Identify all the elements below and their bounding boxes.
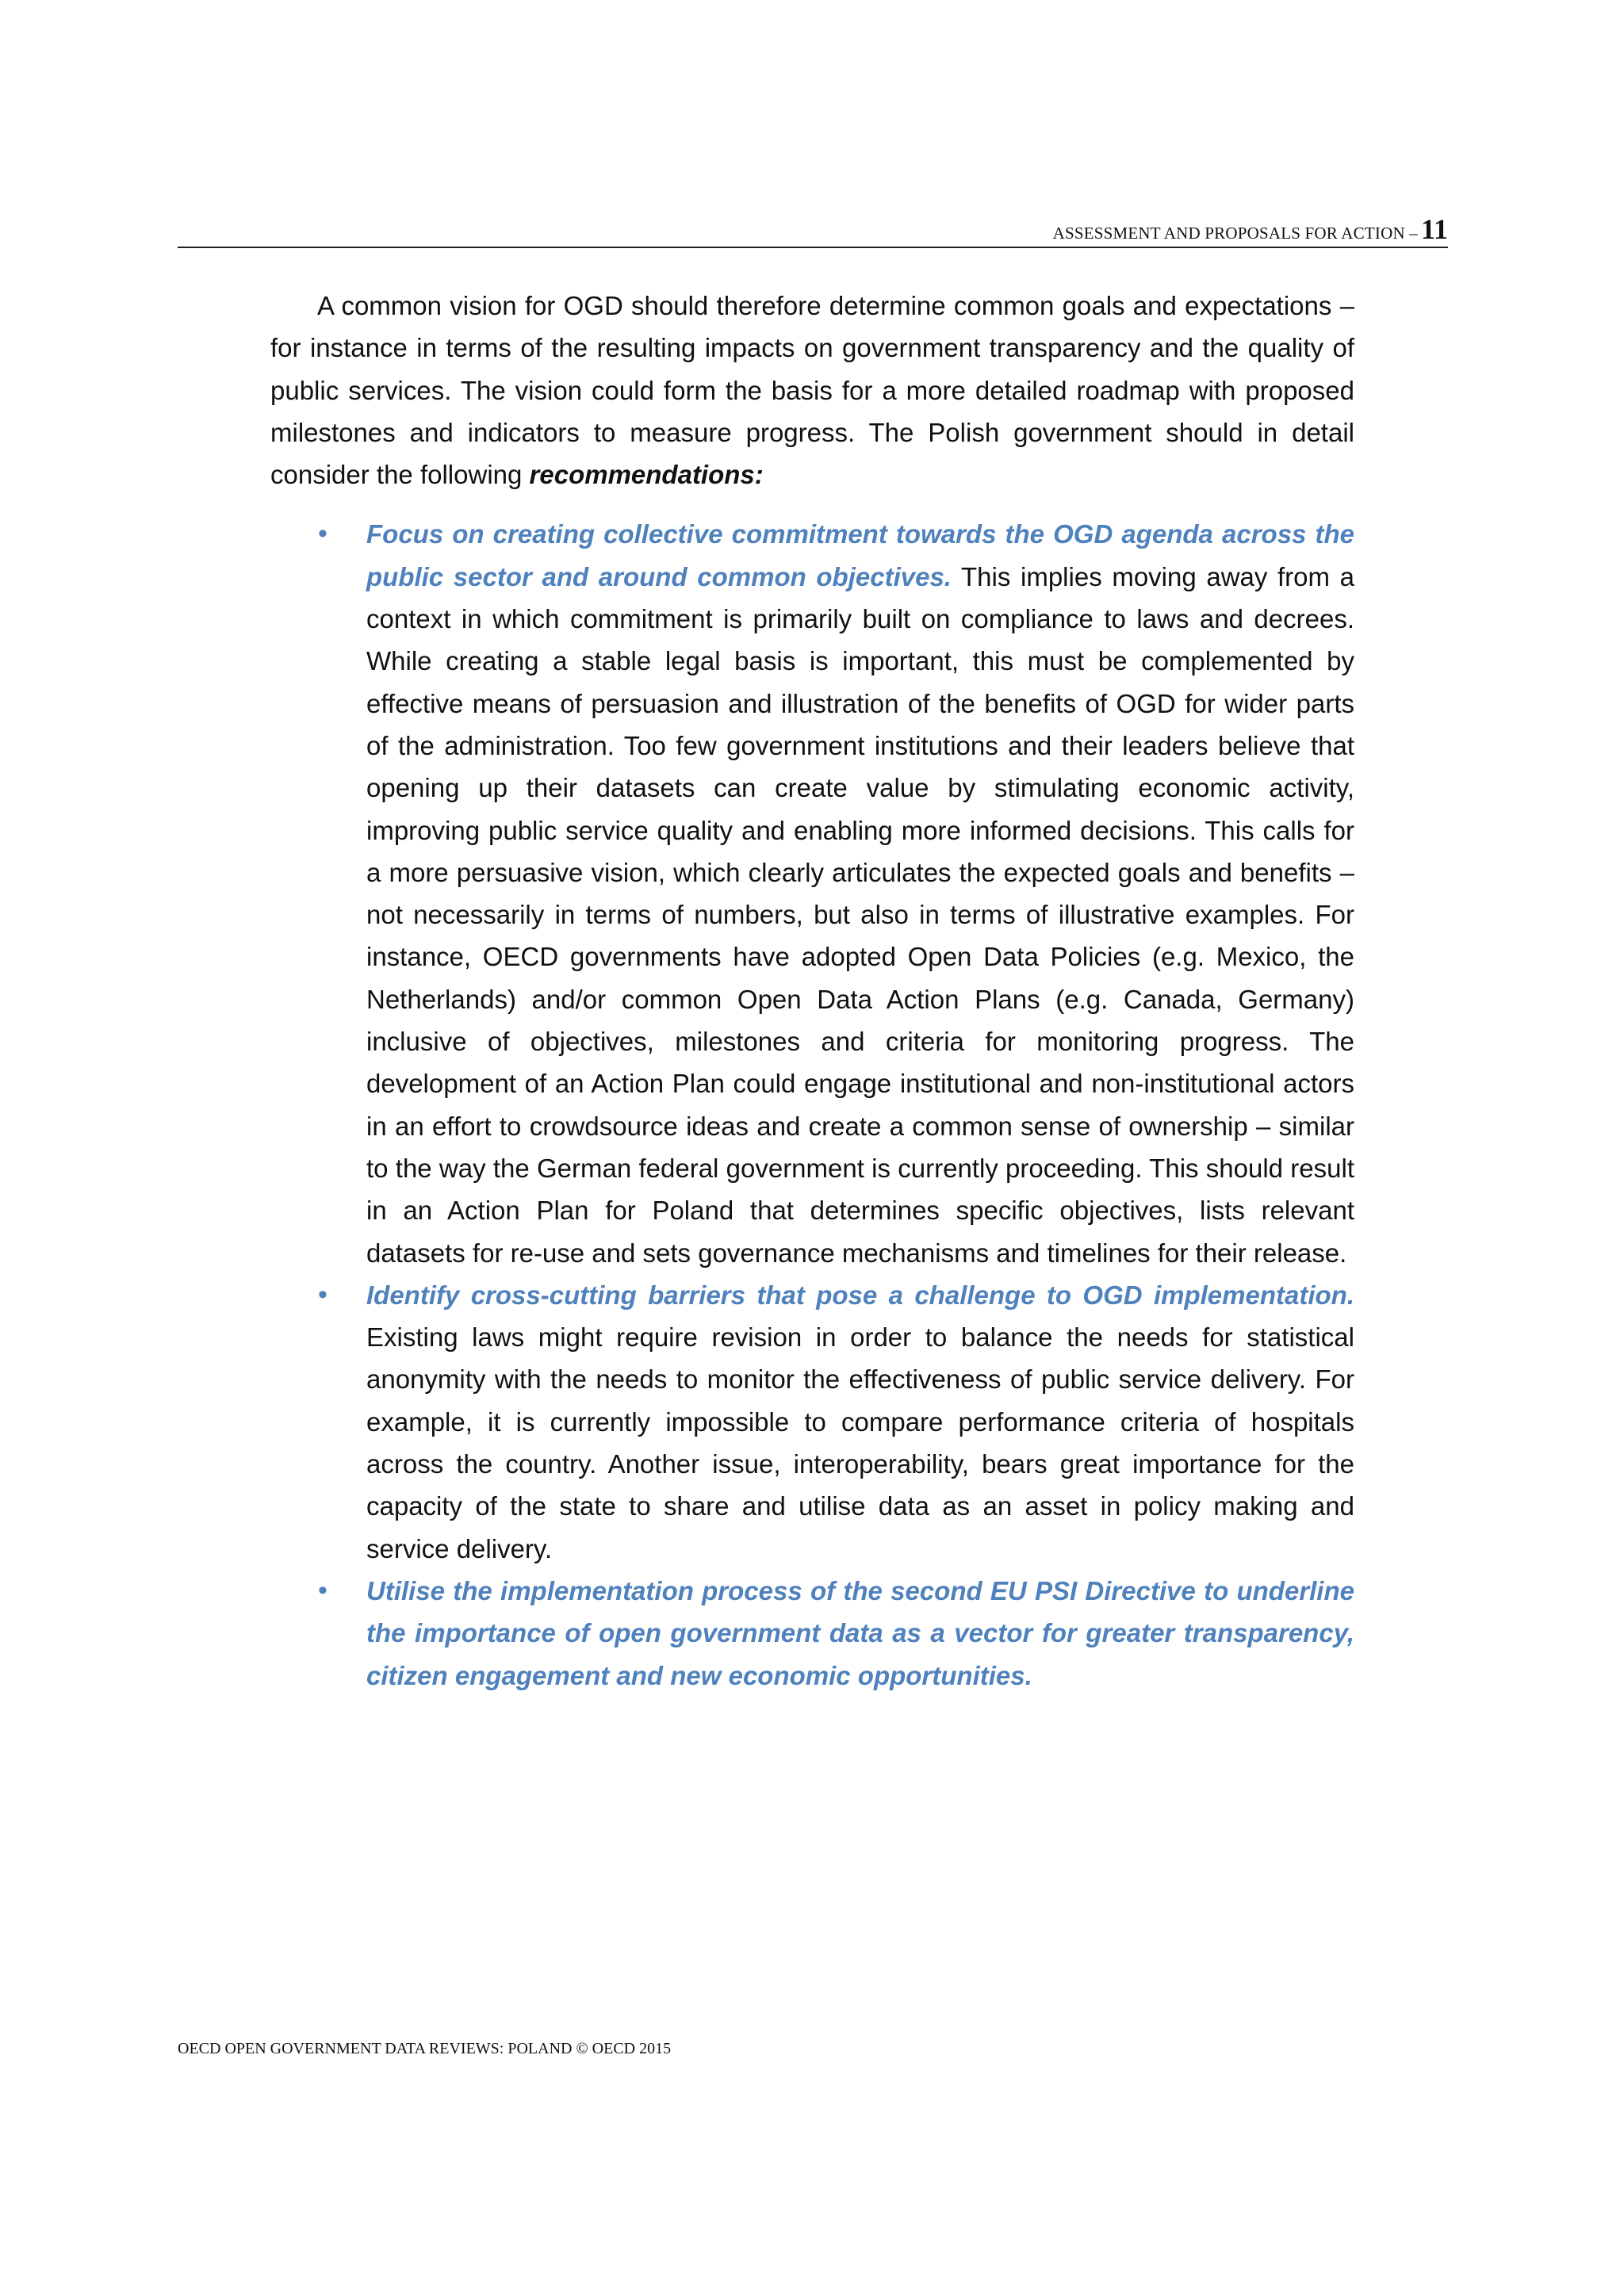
- recommendation-list: [270, 513, 1354, 1696]
- bullet-icon: •: [318, 519, 327, 549]
- recommendation-item: [270, 1274, 1354, 1570]
- intro-emphasis: recommendations:: [529, 460, 764, 490]
- intro-paragraph: [270, 285, 1354, 496]
- header-rule: [178, 247, 1448, 248]
- page-footer: OECD OPEN GOVERNMENT DATA REVIEWS: POLAND © OECD 2015: [178, 2040, 672, 2057]
- recommendation-item: [270, 1570, 1354, 1697]
- recommendation-title: Focus on creating collective commitment towards the OGD agenda across the public sector and around common objectives.: [366, 519, 1354, 591]
- intro-text: A common vision for OGD should therefore determine common goals and expectations – for instance in terms of the resulting impacts on government transparency and the quality of public services. The vision could form the basis for a more detailed roadmap with proposed milestones and indicators to measure progress. The Polish government should in detail consider the following: [270, 291, 1354, 490]
- recommendation-item: [270, 513, 1354, 1273]
- page-number: 11: [1420, 213, 1448, 245]
- header-section-title: ASSESSMENT AND PROPOSALS FOR ACTION –: [1052, 224, 1418, 243]
- body-text: [270, 285, 1354, 1697]
- running-header: [178, 212, 1448, 244]
- bullet-icon: •: [318, 1575, 327, 1605]
- bullet-icon: •: [318, 1279, 327, 1310]
- recommendation-title: Utilise the implementation process of the second EU PSI Directive to underline the importance of open government data as a vector for greater transparency, citizen engagement and new economic opportunities.: [366, 1575, 1354, 1690]
- recommendation-body: This implies moving away from a context in which commitment is primarily built on compliance to laws and decrees. While creating a stable legal basis is important, this must be complemented by effective means of persuasion and illustration of the benefits of OGD for wider parts of the administration. Too few government institutions and their leaders believe that opening up their datasets can create value by stimulating economic activity, improving public service quality and enabling more informed decisions. This calls for a more persuasive vision, which clearly articulates the expected goals and benefits – not necessarily in terms of numbers, but also in terms of illustrative examples. For instance, OECD governments have adopted Open Data Policies (e.g. Mexico, the Netherlands) and/or common Open Data Action Plans (e.g. Canada, Germany) inclusive of objectives, milestones and criteria for monitoring progress. The development of an Action Plan could engage institutional and non-institutional actors in an effort to crowdsource ideas and create a common sense of ownership – similar to the way the German federal government is currently proceeding. This should result in an Action Plan for Poland that determines specific objectives, lists relevant datasets for re-use and sets governance mechanisms and timelines for their release.: [366, 561, 1355, 1268]
- recommendation-body: Existing laws might require revision in order to balance the needs for statistical anonymity with the needs to monitor the effectiveness of public service delivery. For example, it is currently impossible to compare performance criteria of hospitals across the country. Another issue, interoperability, bears great importance for the capacity of the state to share and utilise data as an asset in policy making and service delivery.: [366, 1322, 1354, 1563]
- recommendation-title: Identify cross-cutting barriers that pose a challenge to OGD implementation.: [366, 1280, 1354, 1310]
